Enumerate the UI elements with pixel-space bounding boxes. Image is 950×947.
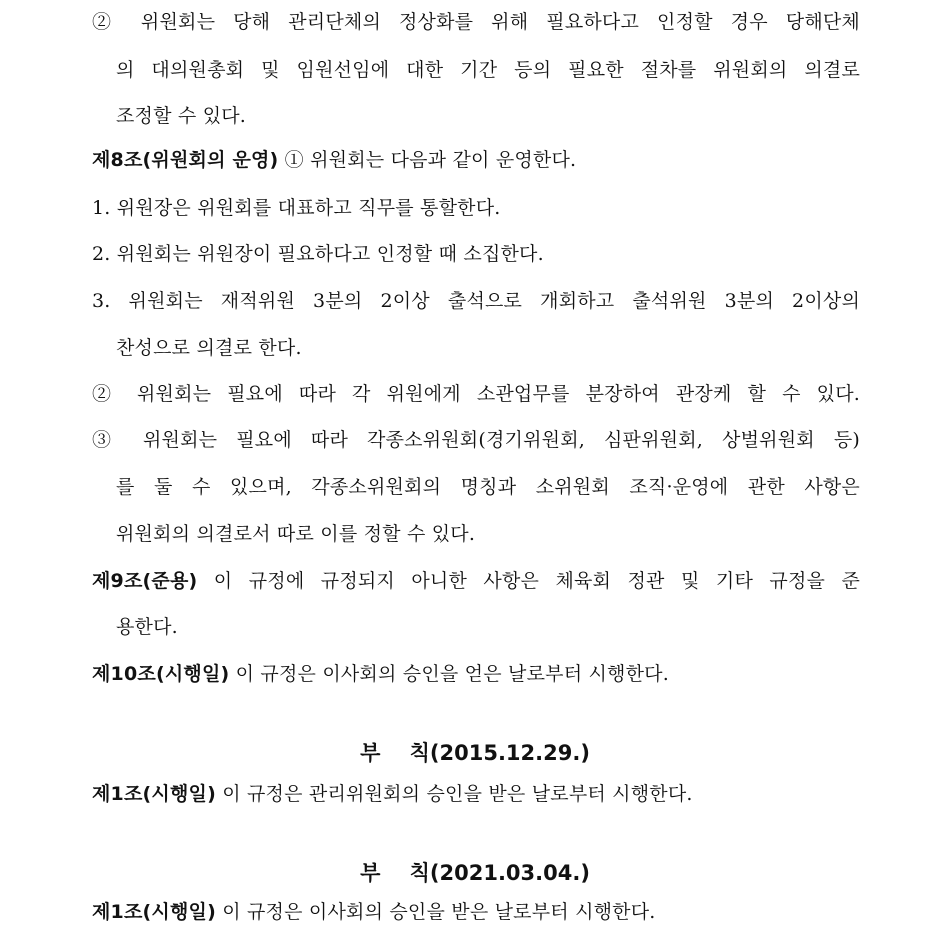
article-8-intro: ① 위원회는 다음과 같이 운영한다. bbox=[278, 149, 577, 171]
paragraph-line: 의 대의원총회 및 임원선임에 대한 기간 등의 필요한 절차를 위원회의 의결로 bbox=[116, 59, 860, 81]
article-8-item-3-cont: 찬성으로 의결로 한다. bbox=[116, 337, 302, 359]
article-10 bbox=[92, 660, 860, 688]
article-8-clause-3-cont: 위원회의 의결로서 따로 이를 정할 수 있다. bbox=[116, 523, 476, 545]
addendum-heading: 부 칙(2021.03.04.) bbox=[360, 861, 590, 885]
addendum-1-article-1 bbox=[92, 780, 860, 808]
article-8-item-2: 2. 위원회는 위원장이 필요하다고 인정할 때 소집한다. bbox=[92, 243, 544, 265]
paragraph-line: ② 위원회는 당해 관리단체의 정상화를 위해 필요하다고 인정할 경우 당해단체 bbox=[92, 11, 860, 33]
article-10-title: 제10조(시행일) bbox=[92, 663, 230, 685]
addendum-heading: 부 칙(2015.12.29.) bbox=[360, 741, 590, 765]
article-9-cont: 용한다. bbox=[116, 616, 178, 638]
article-9 bbox=[92, 567, 860, 595]
article-8-clause-3: ③ 위원회는 필요에 따라 각종소위원회(경기위원회, 심판위원회, 상벌위원회 등) bbox=[92, 429, 860, 451]
addendum-1-article-text: 이 규정은 관리위원회의 승인을 받은 날로부터 시행한다. bbox=[215, 783, 693, 805]
paragraph-line: 조정할 수 있다. bbox=[116, 105, 247, 127]
addendum-2-article-text: 이 규정은 이사회의 승인을 받은 날로부터 시행한다. bbox=[215, 901, 656, 923]
article-8-item-3: 3. 위원회는 재적위원 3분의 2이상 출석으로 개회하고 출석위원 3분의 2이상의 bbox=[92, 290, 860, 312]
article-8-clause-3-cont: 를 둘 수 있으며, 각종소위원회의 명칭과 소위원회 조직·운영에 관한 사항은 bbox=[116, 476, 860, 498]
addendum-2-article-title: 제1조(시행일) bbox=[92, 901, 216, 923]
article-9-text: 이 규정에 규정되지 아니한 사항은 체육회 정관 및 기타 규정을 준 bbox=[197, 570, 860, 592]
article-10-text: 이 규정은 이사회의 승인을 얻은 날로부터 시행한다. bbox=[229, 663, 669, 685]
article-9-title: 제9조(준용) bbox=[92, 570, 198, 592]
article-8-item-1: 1. 위원장은 위원회를 대표하고 직무를 통할한다. bbox=[92, 197, 501, 219]
article-8-title: 제8조(위원회의 운영) bbox=[92, 149, 279, 171]
article-8-clause-2: ② 위원회는 필요에 따라 각 위원에게 소관업무를 분장하여 관장케 할 수 있다. bbox=[92, 383, 860, 405]
addendum-2-article-1 bbox=[92, 898, 860, 926]
addendum-1-article-title: 제1조(시행일) bbox=[92, 783, 216, 805]
article-8 bbox=[92, 146, 860, 174]
